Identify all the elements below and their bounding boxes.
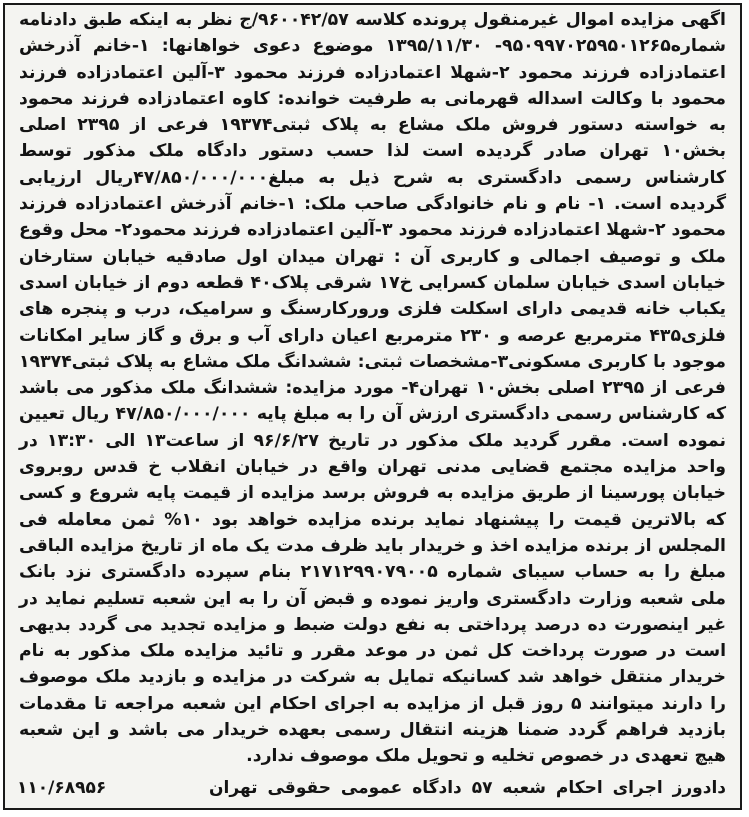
issuer-signature-line: دادورز اجرای احکام شعبه ۵۷ دادگاه عمومی حقوقی تهران — [209, 778, 726, 798]
notice-footer — [17, 776, 726, 800]
notice-body-text: اگهی مزایده اموال غیرمنقول پرونده کلاسه ۹۶۰۰۴۲/۵۷/ج نظر به اینکه طبق دادنامه شماره۹۵۰۹۹۷۰۲۵۹۵۰۱۲۶۵- ۱۳۹۵/۱۱/۳۰ موضوع دعوی خواهانها: ۱-خانم آذرخش اعتمادزاده فرزند محمود ۲-شهلا اعتمادزاده فرزند محمود ۳-آلین اعتمادزاده فرزند محمود با وکالت اسداله قهرمانی به طرفیت خوانده: کاوه اعتمادزاده فرزند محمود به خواسته دستور فروش ملک مشاع به پلاک ثبتی۱۹۳۷۴ فرعی از ۲۳۹۵ اصلی بخش۱۰ تهران صادر گردیده است لذا حسب دستور دادگاه ملک مذکور توسط کارشناس رسمی دادگستری به شرح ذیل به مبلغ۴۷/۸۵۰/۰۰۰/۰۰۰ریال ارزیابی گردیده است. ۱- نام و نام خانوادگی صاحب ملک: ۱-خانم آذرخش اعتمادزاده فرزند محمود ۲-شهلا اعتمادزاده فرزند محمود ۳-آلین اعتمادزاده فرزند محمود۲- محل وقوع ملک و توصیف اجمالی و کاربری آن : تهران میدان اول صادقیه خیابان ستارخان خیابان اسدی خیابان سلمان کسرایی خ۱۷ شرقی پلاک۴۰ قطعه دوم از خیابان اسدی یکباب خانه قدیمی دارای اسکلت فلزی ورورکارسنگ و سرامیک، درب و پنجره های فلزی۴۳۵ مترمربع عرصه و ۲۳۰ مترمربع اعیان دارای آب و برق و گاز سایر امکانات موجود با کاربری مسکونی۳-مشخصات ثبتی: ششدانگ ملک مشاع به پلاک ثبتی۱۹۳۷۴ فرعی از ۲۳۹۵ اصلی بخش۱۰ تهران۴- مورد مزایده: ششدانگ ملک مذکور می باشد که کارشناس رسمی دادگستری ارزش آن را به مبلغ پایه ۴۷/۸۵۰/۰۰۰/۰۰۰ ریال تعیین نموده است. مقرر گردید ملک مذکور در تاریخ ۹۶/۶/۲۷ از ساعت۱۳ الی ۱۳:۳۰ در واحد مزایده مجتمع قضایی مدنی تهران واقع در خیابان انقلاب خ قدس روبروی خیابان پورسینا از طریق مزایده به فروش برسد مزایده از قیمت پایه شروع و کسی که بالاترین قیمت را پیشنهاد نماید برنده مزایده خواهد بود ۱۰% ثمن معامله فی المجلس از برنده مزایده اخذ و خریدار باید ظرف مدت یک ماه از تاریخ مزایده الباقی مبلغ را به حساب سیبای شماره ۲۱۷۱۲۹۹۰۷۹۰۰۵ بنام سپرده دادگستری نزد بانک ملی شعبه وزارت دادگستری واریز نموده و قبض آن را به این شعبه تسلیم نماید در غیر اینصورت ده درصد پرداختی به نفع دولت ضبط و مزایده تجدید می گردد بدیهی است در صورت پرداخت کل ثمن در موعد مقرر و تائید مزایده ملک مذکور به نام خریدار منتقل خواهد شد کسانیکه تمایل به شرکت در مزایده و بازدید ملک موصوف را دارند میتوانند ۵ روز قبل از مزایده به اجرای احکام این شعبه مراجعه تا مقدمات بازدید فراهم گردد ضمنا هزینه انتقال رسمی بعهده خریدار می باشد و این شعبه هیچ تعهدی در خصوص تخلیه و تحویل ملک موصوف ندارد. — [19, 10, 727, 767]
notice-reference-code: ۱۱۰/۶۸۹۵۶ — [17, 778, 107, 798]
notice-frame — [3, 3, 742, 810]
